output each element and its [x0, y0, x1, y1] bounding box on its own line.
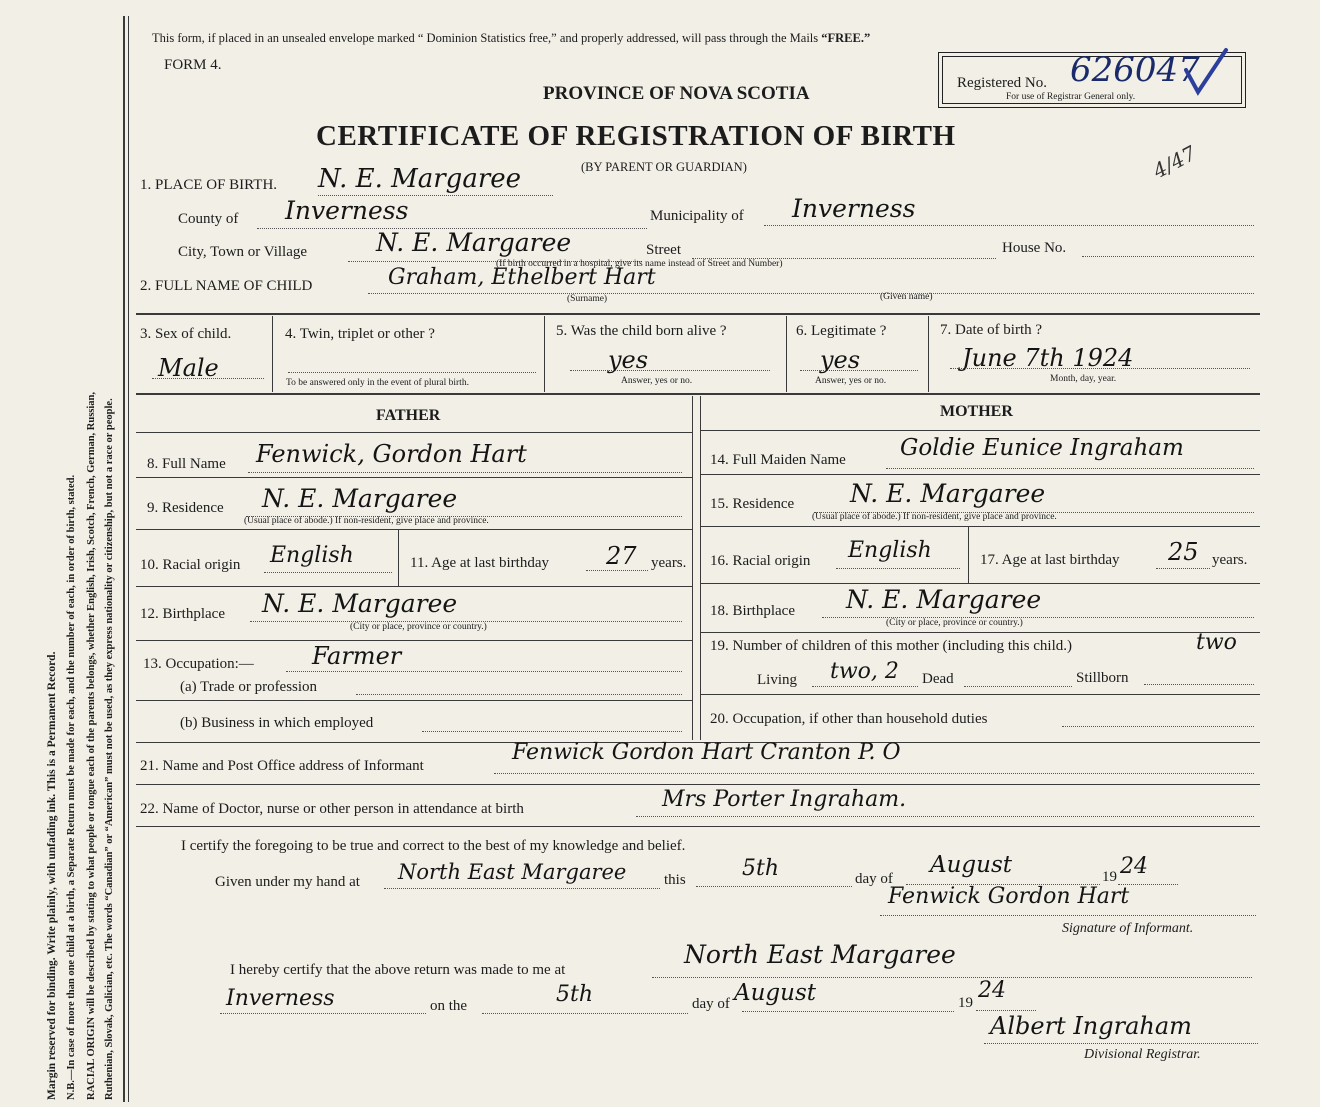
- children-count-label: 19. Number of children of this mother (including this child.): [710, 638, 1073, 654]
- born-alive-value: yes: [608, 346, 649, 374]
- dead-label: Dead: [922, 671, 954, 687]
- father-years-label: years.: [651, 555, 687, 571]
- mother-residence-note: (Usual place of abode.) If non-resident, give place and province.: [812, 512, 1057, 522]
- margin-notes: [40, 20, 140, 1100]
- registrar-dayof-label: day of: [692, 996, 730, 1012]
- county-value: Inverness: [285, 196, 409, 225]
- born-alive-note: Answer, yes or no.: [621, 376, 693, 386]
- city-label: City, Town or Village: [178, 244, 308, 260]
- margin-note-3: RACIAL ORIGIN will be described by stating to what people or tongue each of the parents belongs, whether English, Irish, Scotch, French, German, Russian,: [86, 391, 97, 1100]
- father-trade-label: (a) Trade or profession: [180, 679, 318, 695]
- page-subtitle: (BY PARENT OR GUARDIAN): [581, 160, 747, 174]
- father-occupation-label: 13. Occupation:—: [143, 656, 254, 672]
- father-residence-value: N. E. Margaree: [262, 484, 458, 513]
- mother-heading: MOTHER: [940, 403, 1013, 420]
- mother-age-label: 17. Age at last birthday: [980, 552, 1120, 568]
- registrar-day-value: 5th: [556, 982, 594, 1007]
- father-age-value: 27: [606, 542, 637, 570]
- margin-note-4: Ruthenian, Slovak, Galician, etc. The words “Canadian” or “American” must not be used, as they express nationality or citizenship, but not a race or people.: [104, 398, 115, 1100]
- father-heading: FATHER: [376, 407, 441, 424]
- registrar-on-label: on the: [430, 998, 468, 1014]
- mother-years-label: years.: [1212, 552, 1248, 568]
- mother-name-value: Goldie Eunice Ingraham: [900, 435, 1184, 461]
- father-business-label: (b) Business in which employed: [180, 715, 374, 731]
- mail-notice-text: This form, if placed in an unsealed envelope marked “ Dominion Statistics free,” and properly addressed, will pass through the Mails: [152, 31, 819, 45]
- father-birthplace-note: (City or place, province or country.): [350, 622, 487, 632]
- given-this-label: this: [664, 872, 686, 888]
- father-occupation-value: Farmer: [312, 642, 402, 670]
- registrar-place-value: North East Margaree: [684, 940, 956, 969]
- mail-notice: [152, 31, 870, 46]
- mother-occupation-label: 20. Occupation, if other than household duties: [710, 711, 988, 727]
- hospital-note: (If birth occurred in a hospital, give its name instead of Street and Number): [496, 259, 783, 269]
- legitimate-label: 6. Legitimate ?: [796, 323, 887, 339]
- given-dayof-label: day of: [855, 871, 893, 887]
- given-year-value: 24: [1120, 854, 1148, 879]
- mother-race-value: English: [848, 538, 932, 563]
- dob-value: June 7th 1924: [962, 344, 1134, 372]
- child-name-value: Graham, Ethelbert Hart: [388, 265, 656, 290]
- dob-label: 7. Date of birth ?: [940, 322, 1043, 338]
- mother-age-value: 25: [1168, 538, 1199, 566]
- father-name-value: Fenwick, Gordon Hart: [256, 440, 527, 468]
- father-birthplace-value: N. E. Margaree: [262, 589, 458, 618]
- given-place-value: North East Margaree: [398, 860, 627, 884]
- form-number: FORM 4.: [164, 57, 222, 73]
- father-race-label: 10. Racial origin: [140, 557, 241, 573]
- living-label: Living: [757, 672, 797, 688]
- twin-label: 4. Twin, triplet or other ?: [285, 326, 435, 342]
- father-age-label: 11. Age at last birthday: [410, 555, 549, 571]
- given-under-label: Given under my hand at: [215, 874, 360, 890]
- registrar-year-value: 24: [978, 978, 1006, 1003]
- mother-residence-label: 15. Residence: [710, 496, 795, 512]
- born-alive-label: 5. Was the child born alive ?: [556, 323, 727, 339]
- city-value: N. E. Margaree: [376, 228, 572, 257]
- house-no-label: House No.: [1002, 240, 1067, 256]
- municipality-value: Inverness: [792, 194, 916, 223]
- sex-value: Male: [158, 354, 219, 382]
- father-birthplace-label: 12. Birthplace: [140, 606, 225, 622]
- registered-label: Registered No.: [957, 75, 1047, 91]
- father-residence-note: (Usual place of abode.) If non-resident, give place and province.: [244, 516, 489, 526]
- attendant-label: 22. Name of Doctor, nurse or other person in attendance at birth: [140, 801, 524, 817]
- surname-note: (Surname): [567, 294, 608, 304]
- living-value: two, 2: [830, 659, 899, 684]
- mother-birthplace-label: 18. Birthplace: [710, 603, 795, 619]
- father-race-value: English: [270, 543, 354, 568]
- registered-note: For use of Registrar General only.: [1006, 92, 1136, 102]
- registrar-month-value: August: [734, 980, 817, 1006]
- mother-birthplace-note: (City or place, province or country.): [886, 618, 1023, 628]
- registrar-signature-label: Divisional Registrar.: [1084, 1047, 1201, 1062]
- sex-label: 3. Sex of child.: [140, 326, 232, 342]
- certification-statement: I certify the foregoing to be true and correct to the best of my knowledge and belief.: [181, 838, 686, 854]
- informant-label: 21. Name and Post Office address of Informant: [140, 758, 424, 774]
- county-label: County of: [178, 211, 239, 227]
- mother-name-label: 14. Full Maiden Name: [710, 452, 846, 468]
- informant-signature: Fenwick Gordon Hart: [888, 884, 1130, 909]
- children-count-value: two: [1196, 630, 1237, 655]
- municipality-label: Municipality of: [650, 208, 744, 224]
- stillborn-label: Stillborn: [1076, 670, 1129, 686]
- street-label: Street: [646, 242, 681, 258]
- father-name-label: 8. Full Name: [147, 456, 226, 472]
- given-day-value: 5th: [742, 856, 780, 881]
- father-residence-label: 9. Residence: [147, 500, 224, 516]
- registrar-statement: I hereby certify that the above return was made to me at: [230, 962, 566, 978]
- mail-notice-free: “FREE.”: [821, 31, 871, 45]
- legitimate-value: yes: [820, 346, 861, 374]
- given-month-value: August: [930, 852, 1013, 878]
- given-name-note: (Given name): [880, 292, 933, 302]
- mother-birthplace-value: N. E. Margaree: [846, 585, 1042, 614]
- informant-value: Fenwick Gordon Hart Cranton P. O: [512, 740, 901, 765]
- dob-note: Month, day, year.: [1050, 374, 1117, 384]
- registrar-signature: Albert Ingraham: [990, 1012, 1192, 1040]
- registrar-year-prefix: 19: [958, 995, 973, 1011]
- corner-mark: 4/47: [1148, 140, 1200, 184]
- margin-rule: [123, 16, 125, 1102]
- province-heading: PROVINCE OF NOVA SCOTIA: [543, 83, 810, 104]
- informant-signature-label: Signature of Informant.: [1062, 921, 1194, 936]
- registered-number: 626047: [1070, 50, 1200, 90]
- margin-note-1: Margin reserved for binding. Write plainly, with unfading ink. This is a Permanent Record.: [46, 651, 58, 1100]
- mother-residence-value: N. E. Margaree: [850, 479, 1046, 508]
- mother-race-label: 16. Racial origin: [710, 553, 811, 569]
- attendant-value: Mrs Porter Ingraham.: [662, 787, 907, 812]
- registrar-county-value: Inverness: [226, 986, 335, 1011]
- twin-note: To be answered only in the event of plural birth.: [286, 378, 469, 388]
- checkmark-icon: [1182, 46, 1230, 100]
- margin-rule-inner: [128, 16, 129, 1102]
- place-of-birth-label: 1. PLACE OF BIRTH.: [140, 177, 278, 193]
- margin-note-2: N.B.—In case of more than one child at a birth, a Separate Return must be made for each, and the number of each, in order of birth, stated.: [66, 474, 77, 1100]
- child-name-label: 2. FULL NAME OF CHILD: [140, 278, 313, 294]
- page-title: CERTIFICATE OF REGISTRATION OF BIRTH: [316, 120, 956, 152]
- given-year-prefix: 19: [1102, 869, 1117, 885]
- legitimate-note: Answer, yes or no.: [815, 376, 887, 386]
- place-of-birth-value: N. E. Margaree: [318, 164, 522, 194]
